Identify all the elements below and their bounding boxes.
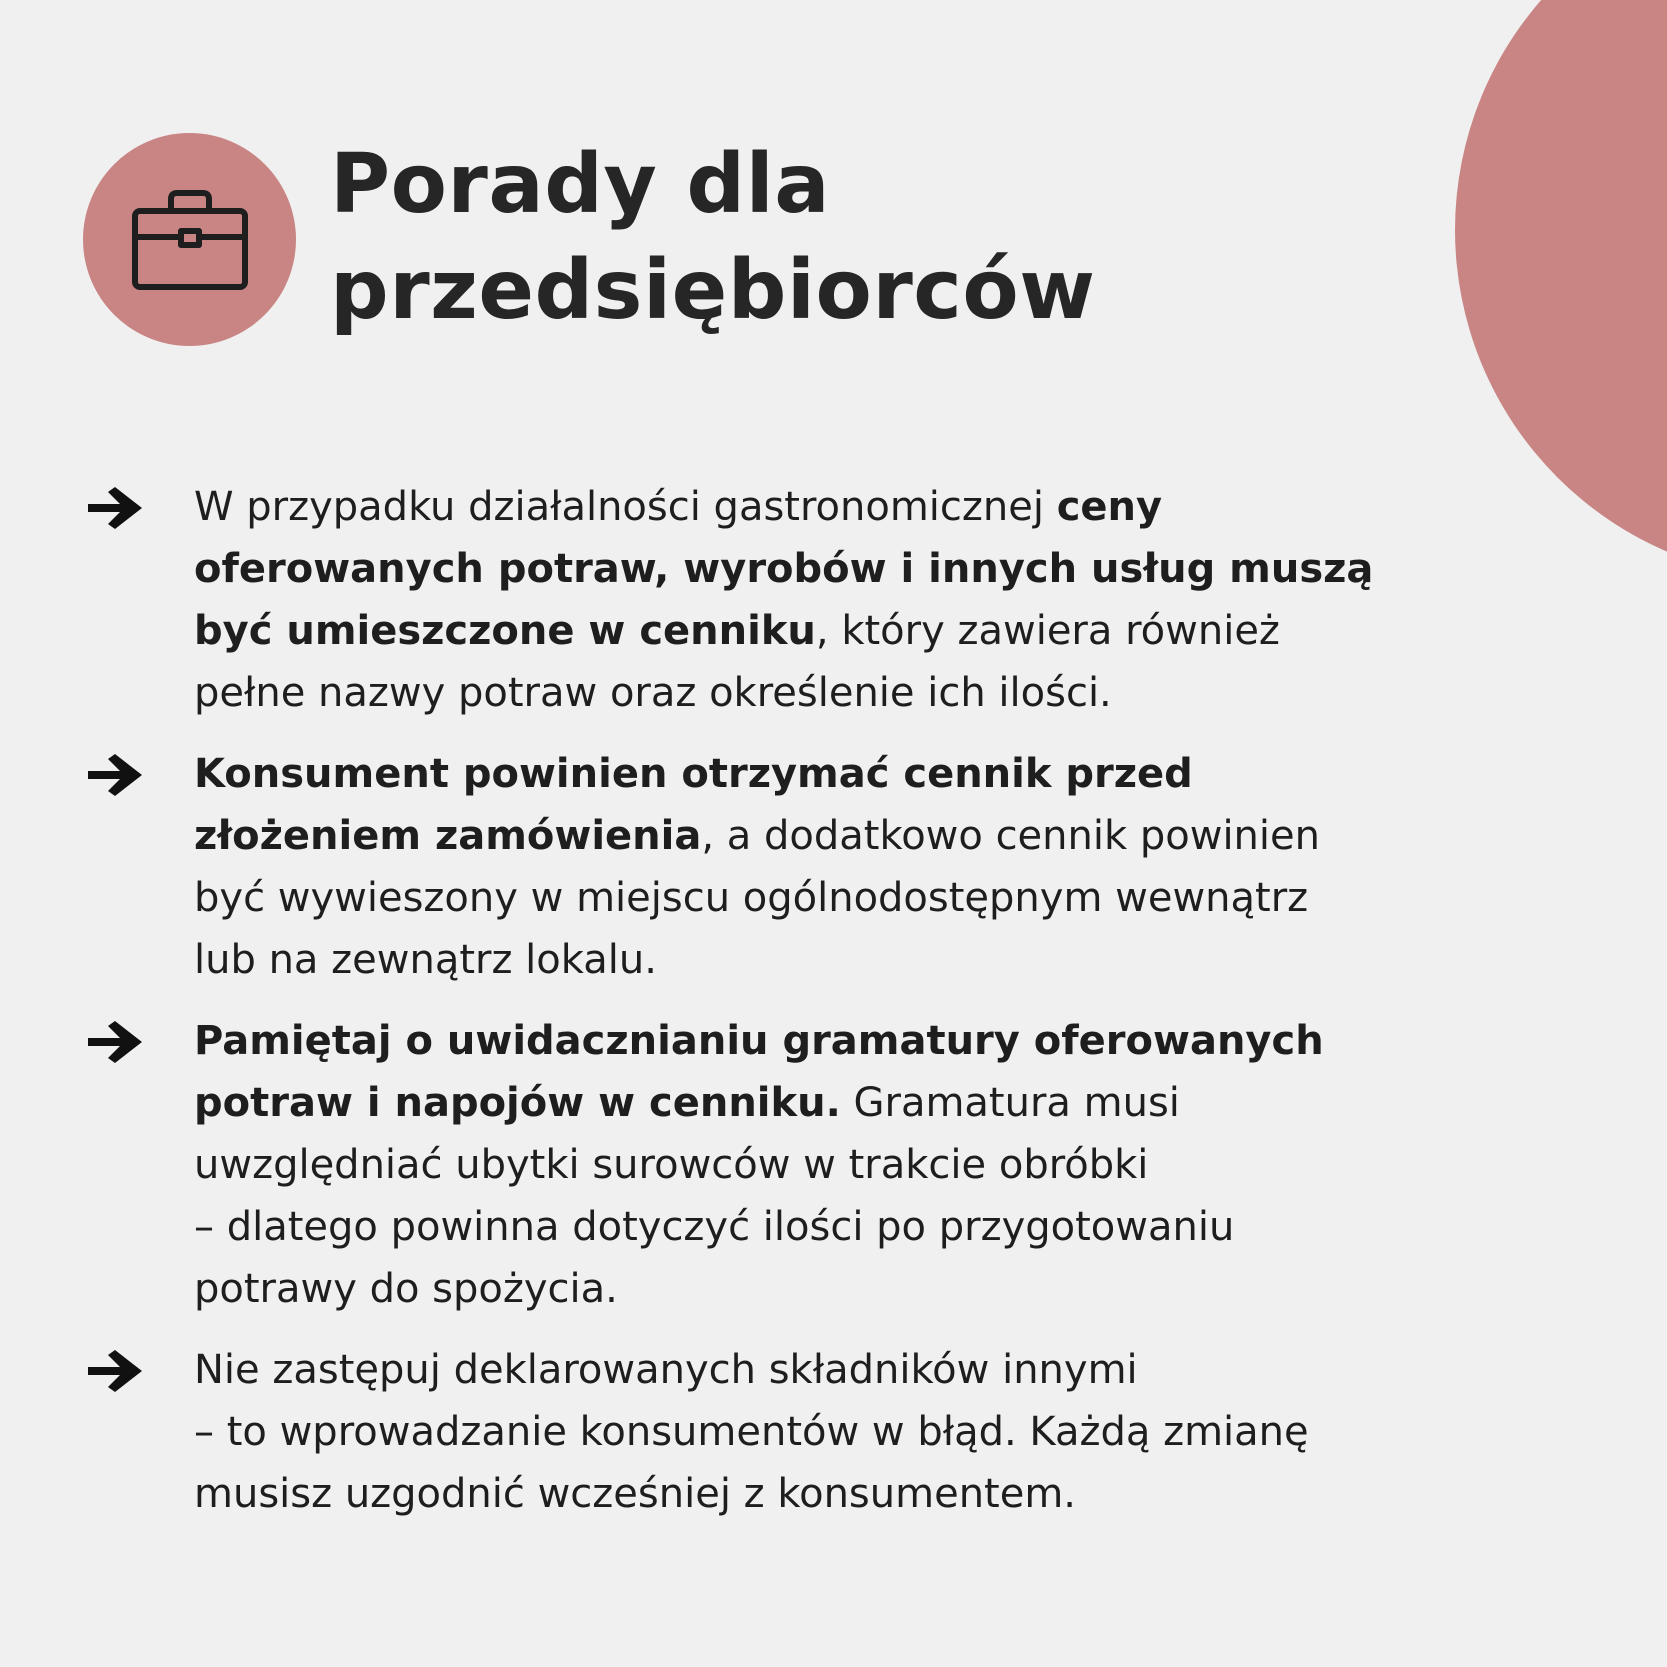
tip-line xyxy=(194,538,1568,600)
title-line-2: przedsiębiorców xyxy=(330,243,1096,338)
tip-text-bold: być umieszczone w cenniku xyxy=(194,608,816,654)
tip-text: lub na zewnątrz lokalu. xyxy=(194,937,657,983)
tip-text: pełne nazwy potraw oraz określenie ich ilości. xyxy=(194,670,1112,716)
tip-line xyxy=(194,1258,1568,1320)
tip-text: Nie zastępuj deklarowanych składników innymi xyxy=(194,1347,1138,1393)
tip-line xyxy=(194,1401,1568,1463)
tip-text: uwzględniać ubytki surowców w trakcie obróbki xyxy=(194,1142,1149,1188)
tip-line xyxy=(194,743,1568,805)
tip-text: potrawy do spożycia. xyxy=(194,1266,618,1312)
tip-text-bold: Konsument powinien otrzymać cennik przed xyxy=(194,751,1193,797)
tip-line xyxy=(194,805,1568,867)
tip-text: W przypadku działalności gastronomicznej xyxy=(194,484,1057,530)
page-title xyxy=(330,132,1095,344)
tip-item xyxy=(88,743,1568,991)
tip-text: Gramatura musi xyxy=(840,1080,1180,1126)
tip-text: – to wprowadzanie konsumentów w błąd. Każdą zmianę xyxy=(194,1409,1309,1455)
tip-text: , który zawiera również xyxy=(815,608,1280,654)
tip-line xyxy=(194,1134,1568,1196)
tip-line xyxy=(194,662,1568,724)
tip-line xyxy=(194,1196,1568,1258)
tip-line xyxy=(194,1339,1568,1401)
title-line-1: Porady dla xyxy=(330,137,831,232)
arrow-right-icon xyxy=(88,487,142,529)
tip-item xyxy=(88,1339,1568,1525)
tip-line xyxy=(194,1463,1568,1525)
tip-line xyxy=(194,600,1568,662)
tip-item xyxy=(88,1010,1568,1320)
tip-text: musisz uzgodnić wcześniej z konsumentem. xyxy=(194,1471,1077,1517)
tip-line xyxy=(194,476,1568,538)
tip-text-bold: Pamiętaj o uwidacznianiu gramatury oferowanych xyxy=(194,1018,1324,1064)
tips-list xyxy=(88,476,1568,1544)
arrow-right-icon xyxy=(88,1021,142,1063)
tip-line xyxy=(194,1010,1568,1072)
tip-text-bold: oferowanych potraw, wyrobów i innych usług muszą xyxy=(194,546,1374,592)
tip-line xyxy=(194,867,1568,929)
briefcase-icon xyxy=(131,189,249,291)
arrow-right-icon xyxy=(88,1350,142,1392)
tip-text: być wywieszony w miejscu ogólnodostępnym wewnątrz xyxy=(194,875,1309,921)
tip-line xyxy=(194,1072,1568,1134)
tip-line xyxy=(194,929,1568,991)
tip-text-bold: ceny xyxy=(1056,484,1163,530)
tip-text-bold: złożeniem zamówienia xyxy=(194,813,702,859)
tip-text-bold: potraw i napojów w cenniku. xyxy=(194,1080,841,1126)
arrow-right-icon xyxy=(88,754,142,796)
tip-text: – dlatego powinna dotyczyć ilości po przygotowaniu xyxy=(194,1204,1235,1250)
tip-item xyxy=(88,476,1568,724)
tip-text: , a dodatkowo cennik powinien xyxy=(701,813,1320,859)
briefcase-badge xyxy=(83,133,296,346)
